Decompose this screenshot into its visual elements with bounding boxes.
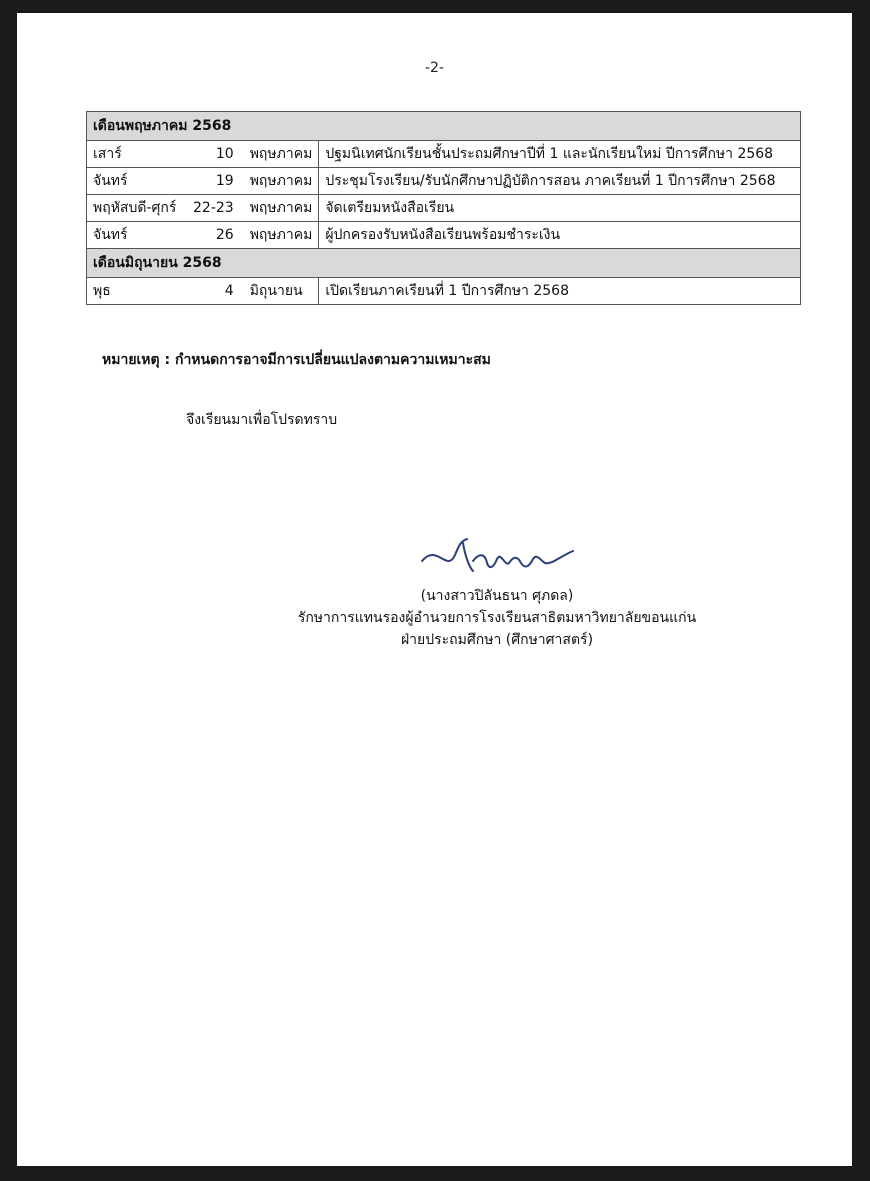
document-page xyxy=(17,13,852,1166)
day-cell: จันทร์ xyxy=(87,222,188,249)
table-row xyxy=(87,195,801,222)
activity-cell: เปิดเรียนภาคเรียนที่ 1 ปีการศึกษา 2568 xyxy=(319,278,801,305)
signatory-department: ฝ่ายประถมศึกษา (ศึกษาศาสตร์) xyxy=(400,632,594,648)
month-header: เดือนมิถุนายน 2568 xyxy=(87,249,801,278)
day-cell: เสาร์ xyxy=(87,141,188,168)
activity-cell: ปฐมนิเทศนักเรียนชั้นประถมศึกษาปีที่ 1 และนักเรียนใหม่ ปีการศึกษา 2568 xyxy=(319,141,801,168)
month-header: เดือนพฤษภาคม 2568 xyxy=(87,112,801,141)
date-cell: 26 xyxy=(187,222,244,249)
remark-note: หมายเหตุ : กำหนดการอาจมีการเปลี่ยนแปลงตามความเหมาะสม xyxy=(102,352,491,368)
month-cell: พฤษภาคม xyxy=(244,222,319,249)
table-row xyxy=(87,141,801,168)
schedule-table xyxy=(86,111,801,305)
signatory-block xyxy=(287,585,707,651)
table-row xyxy=(87,278,801,305)
activity-cell: ผู้ปกครองรับหนังสือเรียนพร้อมชำระเงิน xyxy=(319,222,801,249)
page-number: -2- xyxy=(424,60,444,76)
month-header-row xyxy=(87,112,801,141)
month-cell: พฤษภาคม xyxy=(244,141,319,168)
signatory-name: (นางสาวปิลันธนา ศุภดล) xyxy=(420,588,574,604)
day-cell: พฤหัสบดี-ศุกร์ xyxy=(87,195,188,222)
month-cell: พฤษภาคม xyxy=(244,195,319,222)
activity-cell: ประชุมโรงเรียน/รับนักศึกษาปฏิบัติการสอน ภาคเรียนที่ 1 ปีการศึกษา 2568 xyxy=(319,168,801,195)
day-cell: พุธ xyxy=(87,278,188,305)
month-cell: มิถุนายน xyxy=(244,278,319,305)
table-row xyxy=(87,222,801,249)
month-header-row xyxy=(87,249,801,278)
day-cell: จันทร์ xyxy=(87,168,188,195)
date-cell: 10 xyxy=(187,141,244,168)
closing-text: จึงเรียนมาเพื่อโปรดทราบ xyxy=(186,412,338,428)
activity-cell: จัดเตรียมหนังสือเรียน xyxy=(319,195,801,222)
signatory-position: รักษาการแทนรองผู้อำนวยการโรงเรียนสาธิตมหาวิทยาลัยขอนแก่น xyxy=(297,610,697,626)
date-cell: 4 xyxy=(187,278,244,305)
date-cell: 22-23 xyxy=(187,195,244,222)
date-cell: 19 xyxy=(187,168,244,195)
table-row xyxy=(87,168,801,195)
month-cell: พฤษภาคม xyxy=(244,168,319,195)
handwritten-signature xyxy=(417,533,577,578)
